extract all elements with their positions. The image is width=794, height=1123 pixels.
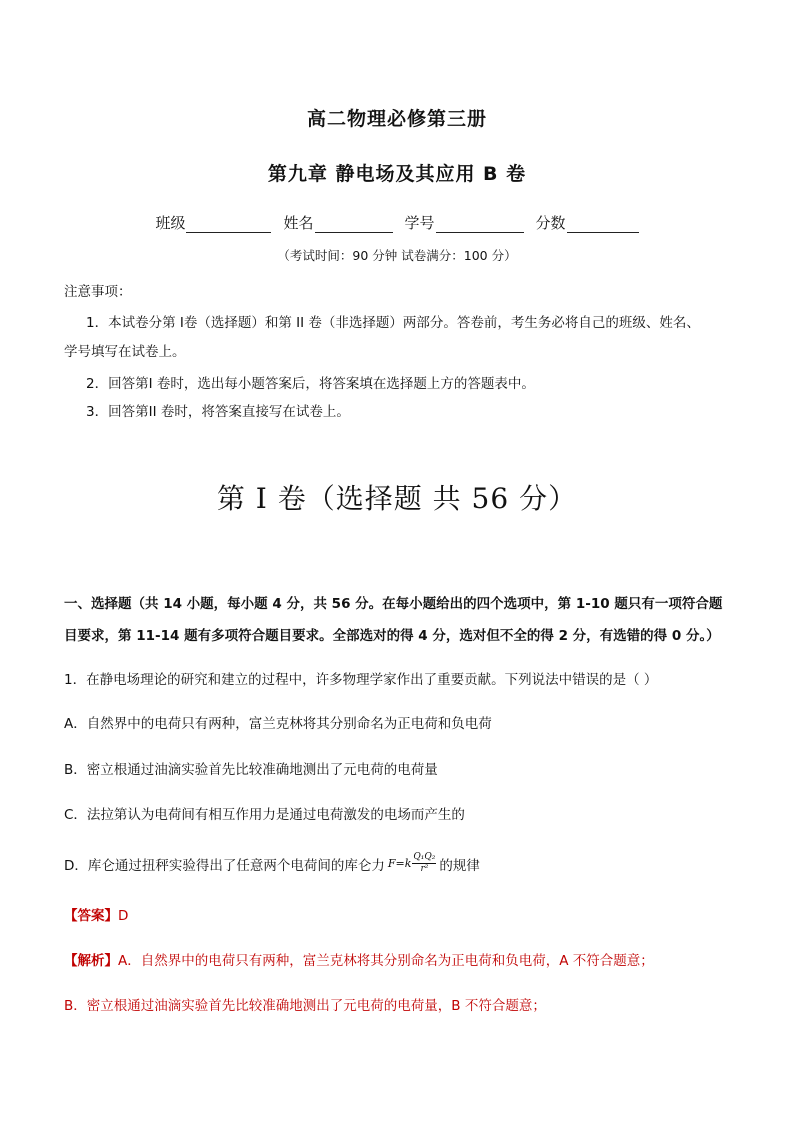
formula-fraction xyxy=(412,852,436,875)
answer-label: 【答案】 xyxy=(64,908,118,924)
name-label: 姓名 xyxy=(283,214,314,232)
analysis-line-2: B．密立根通过油滴实验首先比较准确地测出了元电荷的电荷量，B 不符合题意； xyxy=(64,998,546,1014)
document-title: 高二物理必修第三册 xyxy=(306,108,487,130)
section-title: 第 I 卷（选择题 共 56 分） xyxy=(216,482,578,515)
class-blank xyxy=(186,216,271,233)
coulomb-formula xyxy=(388,852,437,875)
student-id-field xyxy=(405,212,524,233)
note-1-line-2: 学号填写在试卷上。 xyxy=(64,344,186,360)
analysis-text-1: A．自然界中的电荷只有两种，富兰克林将其分别命名为正电荷和负电荷，A 不符合题意； xyxy=(118,953,654,969)
name-blank xyxy=(315,216,393,233)
class-label: 班级 xyxy=(155,214,186,232)
option-d-text-start: D．库仑通过扭秤实验得出了任意两个电荷间的库仑力 xyxy=(64,857,385,874)
question-1-option-a: A．自然界中的电荷只有两种，富兰克林将其分别命名为正电荷和负电荷 xyxy=(64,716,492,732)
analysis-label: 【解析】 xyxy=(64,953,118,969)
question-1-option-b: B．密立根通过油滴实验首先比较准确地测出了元电荷的电荷量 xyxy=(64,762,438,778)
question-1-option-c: C．法拉第认为电荷间有相互作用力是通过电荷激发的电场而产生的 xyxy=(64,807,465,823)
score-blank xyxy=(567,216,639,233)
student-id-label: 学号 xyxy=(404,214,435,232)
name-field xyxy=(283,212,392,233)
score-label: 分数 xyxy=(535,214,566,232)
chapter-title: 第九章 静电场及其应用 B 卷 xyxy=(267,163,527,185)
exam-time-info: （考试时间：90 分钟 试卷满分：100 分） xyxy=(277,248,517,263)
student-info-row xyxy=(0,212,794,233)
answer-value: D xyxy=(118,908,129,924)
section-instructions-line-1: 一、选择题（共 14 小题，每小题 4 分，共 56 分。在每小题给出的四个选项中，第 1-10 题只有一项符合题 xyxy=(64,596,723,612)
section-instructions-line-2: 目要求，第 11-14 题有多项符合题目要求。全部选对的得 4 分，选对但不全的得 2 分，有选错的得 0 分。） xyxy=(64,628,720,644)
answer-line xyxy=(64,904,128,924)
note-1-line-1: 1．本试卷分第 I卷（选择题）和第 II 卷（非选择题）两部分。答卷前，考生务必将自己的班级、姓名、 xyxy=(86,315,700,331)
question-1-stem: 1．在静电场理论的研究和建立的过程中，许多物理学家作出了重要贡献。下列说法中错误的是（ ） xyxy=(64,672,658,688)
student-id-blank xyxy=(436,216,524,233)
formula-denominator: r² xyxy=(420,864,429,874)
note-2: 2．回答第I 卷时，选出每小题答案后，将答案填在选择题上方的答题表中。 xyxy=(86,376,535,392)
notes-title: 注意事项： xyxy=(64,284,132,300)
formula-numerator: Q₁Q₂ xyxy=(413,852,436,862)
formula-lhs: F=k xyxy=(387,857,412,870)
question-1-option-d xyxy=(64,852,480,875)
score-field xyxy=(536,212,639,233)
analysis-line-1 xyxy=(64,949,654,969)
note-3: 3．回答第II 卷时，将答案直接写在试卷上。 xyxy=(86,404,350,420)
class-field xyxy=(155,212,271,233)
option-d-text-end: 的规律 xyxy=(439,857,480,874)
